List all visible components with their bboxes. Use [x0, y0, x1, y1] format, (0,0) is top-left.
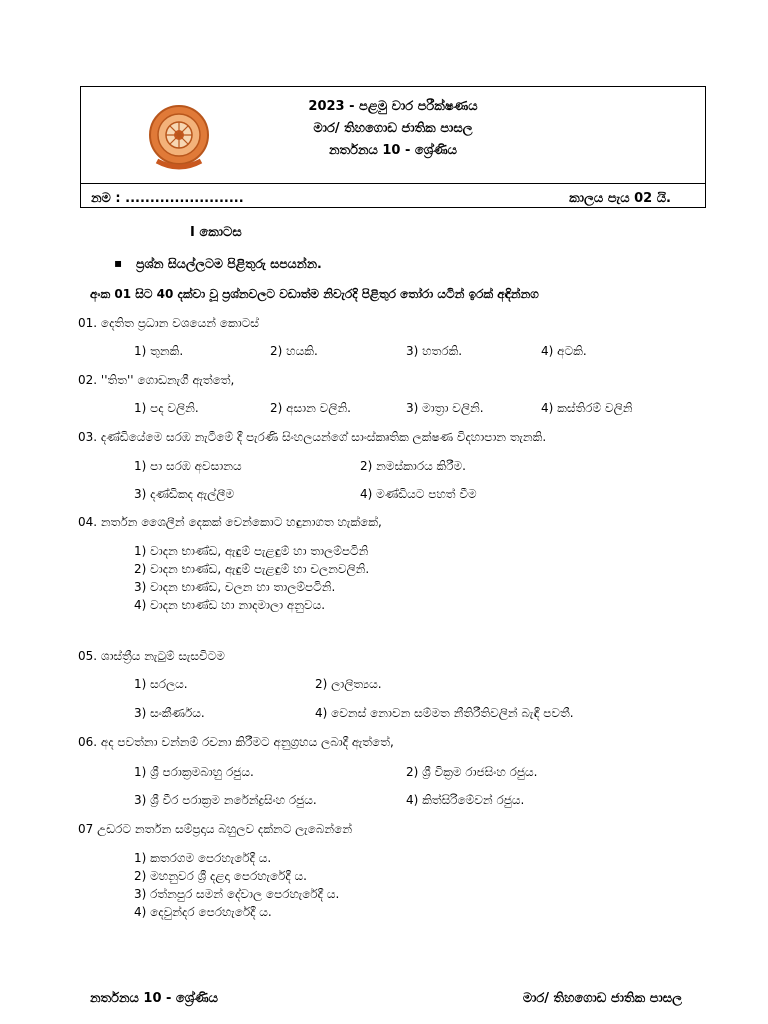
- q7-option-4[interactable]: 4) දෙවුන්දර පෙරහැරේදී ය.: [134, 905, 272, 919]
- q2-option-3[interactable]: 3) මාත්‍රා වලිනි.: [406, 401, 484, 415]
- q1-option-1[interactable]: 1) තුනකි.: [134, 344, 184, 358]
- q7-option-2[interactable]: 2) මහනුවර ශ්‍රී දළදා පෙරහැරේදී ය.: [134, 869, 308, 883]
- instruction: ප්‍රශ්න සියල්ලටම පිළිතුරු සපයන්න.: [136, 256, 322, 271]
- school-name: මාර/ තිහගොඩ ජාතික පාසල: [313, 121, 473, 136]
- exam-header: [80, 86, 706, 208]
- footer-school: මාර/ තිහගොඩ ජාතික පාසල: [522, 991, 682, 1006]
- q6-option-3[interactable]: 3) ශ්‍රී වීර පරාක්‍රම නරේන්ද්‍රසිංහ රජුය.: [134, 793, 317, 807]
- question-2: 02. ''තිත'' ගොඩනැගී ඇත්තේ,: [78, 373, 235, 387]
- q1-option-2[interactable]: 2) හයකි.: [270, 344, 318, 358]
- question-7: 07 උඩරට නර්තන සම්ප්‍රදාය බහුලව දක්නට ලැබෙන්නේ: [78, 822, 353, 836]
- q4-option-2[interactable]: 2) වාදන භාණ්ඩ, ඇඳුම් පැළඳුම් හා චලනවලිනි.: [134, 562, 370, 576]
- q5-option-1[interactable]: 1) සරලය.: [134, 677, 188, 691]
- question-3: 03. දණ්ඩියේමෙ සරඹ නැටීමේ දී පැරණි සිංහලයන්ගේ සාංස්කෘතික ලක්ෂණ විදහාපාන තැනකි.: [78, 430, 547, 444]
- header-divider: [81, 183, 705, 184]
- q6-option-2[interactable]: 2) ශ්‍රී වික්‍රම රාජසිංහ රජුය.: [406, 765, 538, 779]
- q6-option-4[interactable]: 4) කිත්සිරිමේවන් රජුය.: [406, 793, 525, 807]
- q2-option-2[interactable]: 2) අසාන වලිනි.: [270, 401, 352, 415]
- section-title: I කොටස: [190, 225, 242, 240]
- question-5: 05. ශාස්ත්‍රීය නැටුම් සැසවිටම: [78, 649, 225, 663]
- q2-option-4[interactable]: 4) කස්තිරම් වලිනි: [541, 401, 633, 415]
- q2-option-1[interactable]: 1) පද වලිනි.: [134, 401, 199, 415]
- q4-option-4[interactable]: 4) වාදන භාණ්ඩ හා නාදමාලා අනුවය.: [134, 598, 326, 612]
- q5-option-2[interactable]: 2) ලාලිත්‍යය.: [315, 677, 382, 691]
- q3-option-3[interactable]: 3) දණ්ඩිකද ඇල්ලීම: [134, 487, 235, 501]
- exam-title: 2023 - පළමු වාර පරීක්ෂණය: [308, 99, 478, 114]
- q3-option-2[interactable]: 2) නමස්කාරය කිරීම.: [360, 459, 466, 473]
- footer-subject: නර්තනය 10 - ශ්‍රේණිය: [90, 991, 219, 1006]
- question-4: 04. නර්තන ශෛලීන් දෙකක් වෙන්කොට හඳුනාගත හැක්කේ,: [78, 515, 382, 529]
- q7-option-1[interactable]: 1) කතරගම පෙරහැරේදී ය.: [134, 851, 272, 865]
- q5-option-4[interactable]: 4) වෙනස් නොවන සම්මත නීතිරීතිවලින් බැඳී පවතී.: [315, 706, 574, 720]
- q1-option-4[interactable]: 4) අටකි.: [541, 344, 587, 358]
- subject-grade: නර්තනය 10 - ශ්‍රේණිය: [328, 143, 458, 158]
- q6-option-1[interactable]: 1) ශ්‍රී පරාක්‍රමබාහු රජුය.: [134, 765, 254, 779]
- student-name-field: නම : ........................: [91, 191, 244, 206]
- q1-option-3[interactable]: 3) හතරකි.: [406, 344, 463, 358]
- q3-option-4[interactable]: 4) මණ්ඩියට පහත් වීම: [360, 487, 477, 501]
- q3-option-1[interactable]: 1) පා සරඹ අවසානය: [134, 459, 242, 473]
- bullet-icon: ▪: [114, 256, 123, 270]
- exam-duration: කාලය පැය 02 යි.: [569, 191, 671, 206]
- question-6: 06. අද පවත්නා වන්නම් රචනා කිරීමට අනුග්‍රහය ලබාදී ඇත්තේ,: [78, 735, 394, 749]
- q5-option-3[interactable]: 3) සංකීර්ණය.: [134, 706, 205, 720]
- sub-instruction: අංක 01 සිට 40 දක්වා වූ ප්‍රශ්නවලට වඩාත්ම නිවැරදි පිළිතුර තෝරා යටින් ඉරක් අඳින්නග: [90, 287, 539, 301]
- q7-option-3[interactable]: 3) රත්නපුර සමන් දේවාල පෙරහැරේදී ය.: [134, 887, 340, 901]
- q4-option-3[interactable]: 3) වාදන භාණ්ඩ, චලන හා තාලම්පටිනි.: [134, 580, 336, 594]
- q4-option-1[interactable]: 1) වාදන භාණ්ඩ, ඇඳුම් පැළඳුම් හා තාලම්පටිනි: [134, 544, 369, 558]
- question-1: 01. දෙතිත ප්‍රධාන වශයෙන් කොටස්: [78, 316, 259, 330]
